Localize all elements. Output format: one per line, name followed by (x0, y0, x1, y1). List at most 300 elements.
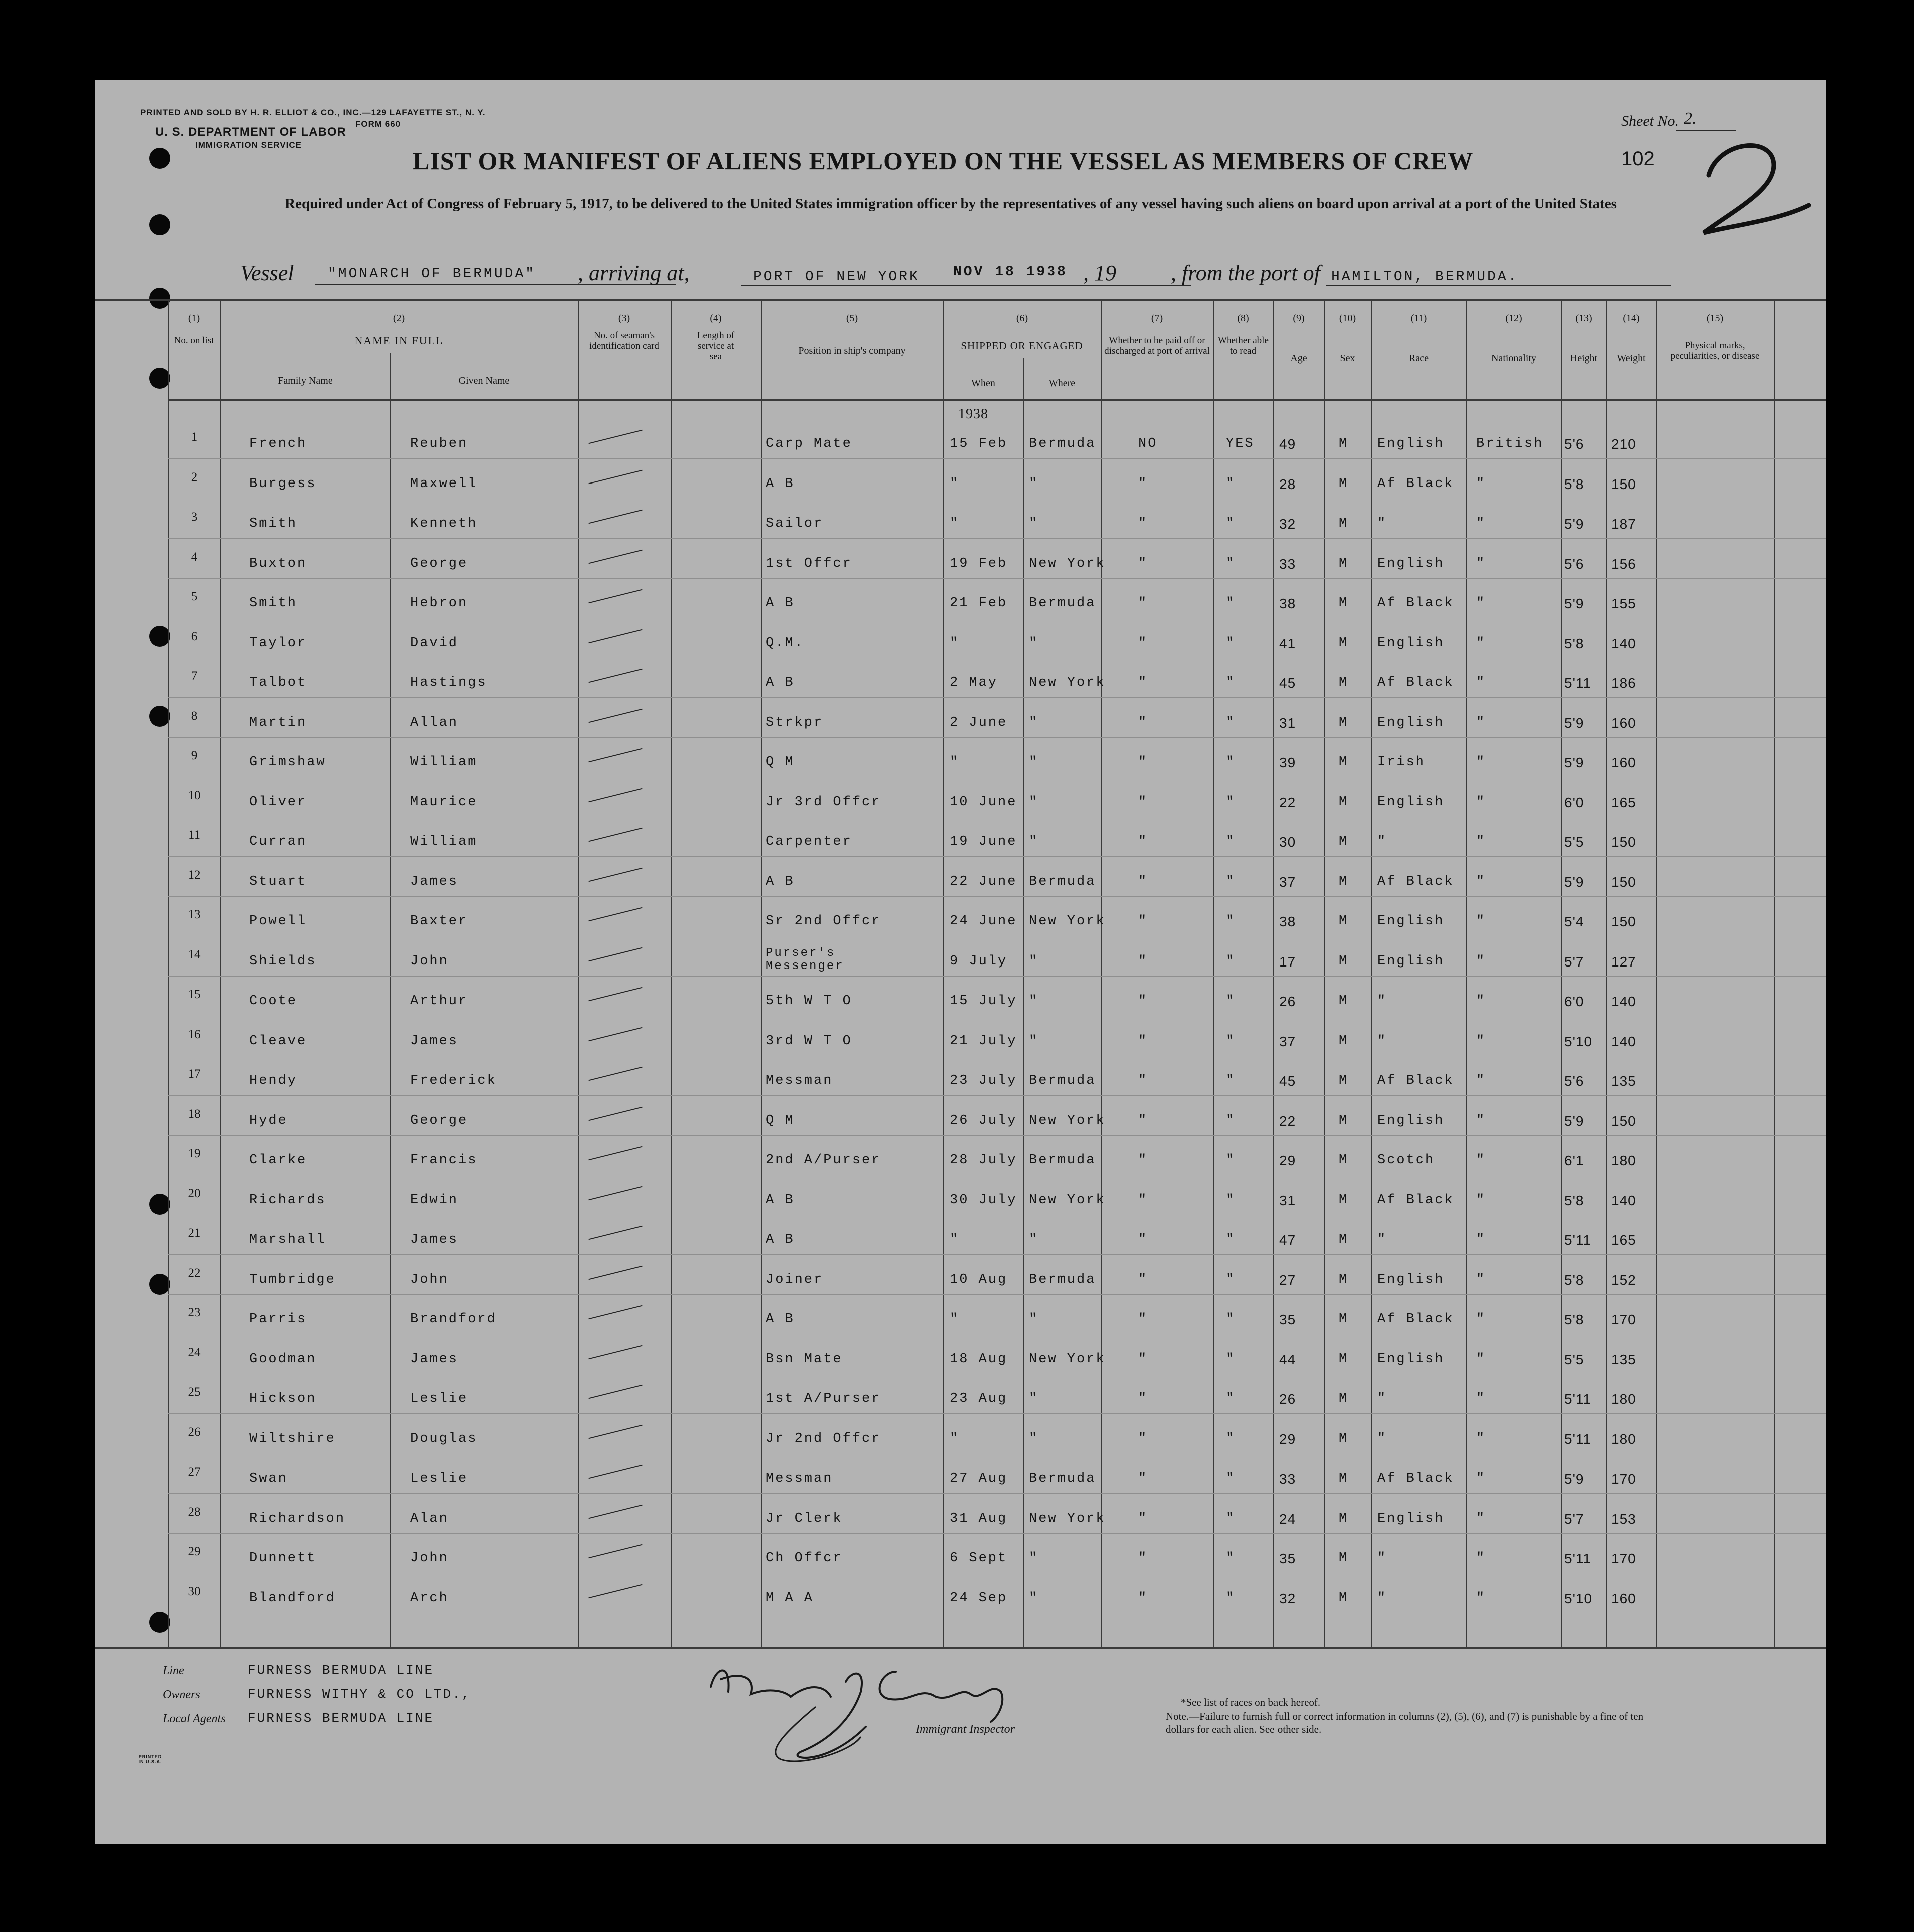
crew-position: M A A (766, 1590, 814, 1606)
crew-family: Tumbridge (249, 1272, 336, 1287)
crew-nationality: " (1476, 1153, 1486, 1168)
crew-family: Marshall (249, 1232, 326, 1247)
crew-height: 5'8 (1564, 1272, 1584, 1288)
crew-height: 5'5 (1564, 834, 1584, 850)
crew-no: 2 (191, 470, 198, 484)
col-11-header: Race (1409, 353, 1429, 364)
crew-race: " (1377, 1590, 1387, 1606)
crew-family: Powell (249, 914, 307, 929)
id-card-dash (588, 1265, 642, 1280)
crew-family: French (249, 436, 307, 451)
handwritten-sheet-mark (1689, 130, 1819, 260)
id-card-dash (588, 1027, 642, 1041)
col-5-number: (5) (846, 313, 858, 324)
crew-nationality: " (1476, 1312, 1486, 1327)
crew-nationality: " (1476, 1471, 1486, 1486)
id-card-dash (588, 510, 642, 524)
crew-given: George (410, 556, 468, 571)
crew-age: 26 (1279, 1391, 1296, 1407)
crew-no: 20 (188, 1186, 201, 1200)
crew-age: 49 (1279, 436, 1296, 452)
crew-race: Af Black (1377, 874, 1454, 889)
crew-position: Jr Clerk (766, 1511, 843, 1526)
crew-age: 38 (1279, 914, 1296, 929)
col-2-number: (2) (393, 313, 405, 324)
crew-paid-off: " (1138, 1590, 1148, 1606)
crew-where: New York (1029, 556, 1106, 571)
crew-nationality: " (1476, 1511, 1486, 1526)
crew-where: Bermuda (1029, 436, 1096, 451)
crew-position: Jr 2nd Offcr (766, 1431, 881, 1446)
crew-position: 1st Offcr (766, 556, 852, 571)
crew-weight: 140 (1611, 635, 1636, 651)
col-7-header: Whether to be paid off or discharged at port of arrival (1104, 335, 1210, 356)
crew-sex: M (1339, 1232, 1349, 1247)
crew-race: English (1377, 635, 1445, 651)
crew-when: 19 June (950, 834, 1017, 849)
crew-sex: M (1339, 834, 1349, 849)
crew-read: " (1226, 516, 1236, 531)
col-14-header: Weight (1617, 353, 1646, 364)
crew-paid-off: " (1138, 1511, 1148, 1526)
crew-no: 16 (188, 1027, 201, 1041)
crew-given: Leslie (410, 1471, 468, 1486)
crew-age: 38 (1279, 596, 1296, 611)
crew-position: Ch Offcr (766, 1551, 843, 1566)
crew-weight: 135 (1611, 1351, 1636, 1367)
crew-race: " (1377, 1551, 1387, 1566)
crew-weight: 155 (1611, 596, 1636, 611)
col-8-header: Whether able to read (1218, 335, 1269, 356)
crew-race: Af Black (1377, 1192, 1454, 1208)
crew-position: Q M (766, 755, 795, 770)
crew-sex: M (1339, 1391, 1349, 1406)
crew-height: 5'7 (1564, 1511, 1584, 1527)
form-subtitle: Required under Act of Congress of February 5, 1917, to be delivered to the United States immigration officer by the representatives of any vessel having such aliens on board upon arrival at a port of the United States (285, 196, 1617, 212)
crew-height: 5'9 (1564, 596, 1584, 611)
crew-nationality: " (1476, 516, 1486, 531)
crew-height: 5'4 (1564, 914, 1584, 929)
id-card-dash (588, 867, 642, 882)
owners-value: FURNESS WITHY & CO LTD., (248, 1687, 471, 1702)
crew-read: " (1226, 1073, 1236, 1088)
crew-given: Maxwell (410, 476, 478, 492)
crew-given: Arthur (410, 994, 468, 1009)
from-port-label: , from the port of (1171, 261, 1320, 285)
crew-paid-off: " (1138, 1192, 1148, 1208)
crew-sex: M (1339, 596, 1349, 611)
crew-height: 6'1 (1564, 1153, 1584, 1168)
id-card-dash (588, 987, 642, 1002)
col-1-number: (1) (188, 313, 200, 324)
crew-race: Af Black (1377, 1471, 1454, 1486)
crew-nationality: " (1476, 596, 1486, 611)
crew-read: YES (1226, 436, 1255, 451)
col-9-number: (9) (1293, 313, 1305, 324)
crew-paid-off: " (1138, 1073, 1148, 1088)
crew-weight: 210 (1611, 436, 1636, 452)
crew-weight: 140 (1611, 1192, 1636, 1208)
crew-given: John (410, 1551, 449, 1566)
crew-paid-off: " (1138, 516, 1148, 531)
crew-family: Coote (249, 994, 298, 1009)
crew-nationality: " (1476, 874, 1486, 889)
crew-read: " (1226, 1511, 1236, 1526)
crew-weight: 152 (1611, 1272, 1636, 1288)
crew-height: 5'11 (1564, 675, 1591, 691)
crew-sex: M (1339, 1153, 1349, 1168)
crew-age: 39 (1279, 755, 1296, 770)
crew-position: Carp Mate (766, 436, 852, 451)
crew-paid-off: " (1138, 874, 1148, 889)
id-card-dash (588, 748, 642, 763)
crew-no: 18 (188, 1107, 201, 1121)
crew-race: English (1377, 953, 1445, 969)
crew-read: " (1226, 794, 1236, 810)
crew-when: 2 June (950, 715, 1008, 730)
crew-position: Sailor (766, 516, 824, 531)
crew-height: 5'8 (1564, 635, 1584, 651)
crew-paid-off: " (1138, 1232, 1148, 1247)
crew-age: 31 (1279, 1192, 1296, 1208)
crew-read: " (1226, 755, 1236, 770)
col-2-family-header: Family Name (278, 375, 333, 386)
crew-position: A B (766, 596, 795, 611)
service-name: IMMIGRATION SERVICE (195, 140, 302, 150)
crew-age: 45 (1279, 675, 1296, 691)
crew-paid-off: " (1138, 1033, 1148, 1049)
inspector-label: Immigrant Inspector (916, 1723, 1015, 1736)
crew-read: " (1226, 1192, 1236, 1208)
arrival-date: NOV 18 1938 (953, 264, 1068, 280)
crew-position: Strkpr (766, 715, 824, 730)
crew-no: 26 (188, 1425, 201, 1439)
crew-height: 5'8 (1564, 476, 1584, 492)
crew-position: A B (766, 476, 795, 492)
crew-where: Bermuda (1029, 874, 1096, 889)
crew-paid-off: " (1138, 715, 1148, 730)
crew-paid-off: " (1138, 635, 1148, 651)
crew-when: " (950, 1232, 960, 1247)
crew-paid-off: " (1138, 1391, 1148, 1406)
crew-no: 4 (191, 550, 198, 564)
crew-position: 5th W T O (766, 994, 852, 1009)
crew-sex: M (1339, 755, 1349, 770)
crew-paid-off: " (1138, 1272, 1148, 1287)
crew-when: " (950, 476, 960, 492)
crew-where: " (1029, 476, 1039, 492)
crew-read: " (1226, 476, 1236, 492)
crew-read: " (1226, 1113, 1236, 1128)
crew-race: English (1377, 1272, 1445, 1287)
crew-age: 24 (1279, 1511, 1296, 1527)
crew-no: 7 (191, 669, 198, 683)
crew-nationality: " (1476, 476, 1486, 492)
crew-age: 37 (1279, 1033, 1296, 1049)
crew-age: 29 (1279, 1431, 1296, 1447)
id-card-dash (588, 1385, 642, 1399)
crew-sex: M (1339, 794, 1349, 810)
punch-hole (149, 148, 170, 169)
id-card-dash (588, 1424, 642, 1439)
penalty-note: Note.—Failure to furnish full or correct information in columns (2), (5), (6), and (7) is punishable by a fine of ten dollars for each alien. See other side. (1166, 1710, 1644, 1735)
row-rule (168, 896, 1826, 897)
page-number: 102 (1621, 148, 1655, 170)
crew-nationality: " (1476, 715, 1486, 730)
crew-position: Messman (766, 1471, 833, 1486)
crew-race: " (1377, 834, 1387, 849)
crew-nationality: " (1476, 1590, 1486, 1606)
crew-paid-off: " (1138, 755, 1148, 770)
departure-port: HAMILTON, BERMUDA. (1331, 269, 1519, 285)
crew-weight: 186 (1611, 675, 1636, 691)
crew-family: Swan (249, 1471, 288, 1486)
crew-paid-off: " (1138, 834, 1148, 849)
crew-read: " (1226, 1153, 1236, 1168)
crew-nationality: " (1476, 834, 1486, 849)
crew-height: 5'9 (1564, 1113, 1584, 1129)
col-10-header: Sex (1340, 353, 1355, 364)
crew-position: Bsn Mate (766, 1351, 843, 1367)
punch-hole (149, 368, 170, 389)
crew-paid-off: " (1138, 675, 1148, 690)
crew-weight: 170 (1611, 1312, 1636, 1327)
crew-race: English (1377, 1511, 1445, 1526)
crew-where: " (1029, 834, 1039, 849)
crew-where: " (1029, 1312, 1039, 1327)
crew-weight: 127 (1611, 953, 1636, 970)
crew-position: A B (766, 874, 795, 889)
crew-no: 8 (191, 709, 198, 723)
crew-no: 24 (188, 1345, 201, 1359)
crew-family: Hyde (249, 1113, 288, 1128)
crew-given: James (410, 1033, 459, 1049)
crew-given: Arch (410, 1590, 449, 1606)
crew-when: 6 Sept (950, 1551, 1008, 1566)
crew-race: English (1377, 1351, 1445, 1367)
crew-sex: M (1339, 715, 1349, 730)
crew-nationality: " (1476, 914, 1486, 929)
row-rule (168, 976, 1826, 977)
id-card-dash (588, 788, 642, 802)
col-15-number: (15) (1706, 313, 1724, 324)
agents-value: FURNESS BERMUDA LINE (248, 1711, 434, 1726)
crew-no: 21 (188, 1226, 201, 1240)
crew-where: " (1029, 1391, 1039, 1406)
form-title: LIST OR MANIFEST OF ALIENS EMPLOYED ON THE VESSEL AS MEMBERS OF CREW (413, 147, 1474, 175)
id-card-dash (588, 1146, 642, 1161)
crew-nationality: " (1476, 1232, 1486, 1247)
crew-weight: 165 (1611, 1232, 1636, 1248)
crew-weight: 140 (1611, 1033, 1636, 1049)
crew-where: New York (1029, 675, 1106, 690)
crew-family: Richards (249, 1192, 326, 1208)
crew-where: New York (1029, 1192, 1106, 1208)
crew-where: " (1029, 516, 1039, 531)
punch-hole (149, 1194, 170, 1215)
crew-given: Brandford (410, 1312, 497, 1327)
crew-read: " (1226, 596, 1236, 611)
crew-race: English (1377, 715, 1445, 730)
crew-paid-off: " (1138, 1551, 1148, 1566)
crew-height: 5'7 (1564, 953, 1584, 970)
crew-position: Purser's Messenger (766, 946, 844, 973)
row-rule (168, 1533, 1826, 1534)
crew-when: 15 July (950, 994, 1017, 1009)
crew-when: 19 Feb (950, 556, 1008, 571)
crew-read: " (1226, 834, 1236, 849)
arrival-port: PORT OF NEW YORK (753, 269, 920, 285)
id-card-dash (588, 469, 642, 484)
id-card-dash (588, 907, 642, 922)
crew-age: 32 (1279, 516, 1296, 532)
crew-sex: M (1339, 1073, 1349, 1088)
row-rule (168, 538, 1826, 539)
id-card-dash (588, 1544, 642, 1559)
crew-weight: 150 (1611, 834, 1636, 850)
row-rule (168, 1493, 1826, 1494)
crew-family: Curran (249, 834, 307, 849)
crew-height: 6'0 (1564, 794, 1584, 810)
crew-height: 5'11 (1564, 1551, 1591, 1566)
crew-read: " (1226, 1551, 1236, 1566)
punch-hole (149, 288, 170, 309)
crew-paid-off: " (1138, 953, 1148, 969)
crew-height: 5'6 (1564, 436, 1584, 452)
crew-read: " (1226, 1232, 1236, 1247)
crew-age: 29 (1279, 1153, 1296, 1168)
crew-sex: M (1339, 1351, 1349, 1367)
crew-when: 30 July (950, 1192, 1017, 1208)
crew-weight: 156 (1611, 556, 1636, 572)
crew-race: Af Black (1377, 1312, 1454, 1327)
year-row: 1938 (958, 406, 988, 422)
col-12-number: (12) (1505, 313, 1522, 324)
crew-weight: 160 (1611, 1590, 1636, 1606)
sheet-number: 2. (1684, 109, 1697, 128)
col-15-header: Physical marks, peculiarities, or disease (1670, 340, 1760, 361)
crew-race: " (1377, 1033, 1387, 1049)
id-card-dash (588, 430, 642, 444)
crew-age: 30 (1279, 834, 1296, 850)
crew-read: " (1226, 874, 1236, 889)
crew-weight: 160 (1611, 715, 1636, 731)
crew-no: 1 (191, 430, 198, 444)
col-4-number: (4) (710, 313, 722, 324)
crew-read: " (1226, 1033, 1236, 1049)
crew-position: A B (766, 1232, 795, 1247)
crew-sex: M (1339, 1590, 1349, 1606)
crew-sex: M (1339, 1272, 1349, 1287)
crew-paid-off: " (1138, 994, 1148, 1009)
row-rule (168, 578, 1826, 579)
crew-no: 5 (191, 590, 198, 603)
crew-no: 10 (188, 788, 201, 802)
crew-given: Edwin (410, 1192, 459, 1208)
crew-family: Clarke (249, 1153, 307, 1168)
vessel-label: Vessel (240, 261, 294, 285)
crew-sex: M (1339, 1511, 1349, 1526)
crew-height: 5'9 (1564, 755, 1584, 770)
agents-label: Local Agents (163, 1712, 226, 1725)
crew-no: 22 (188, 1266, 201, 1280)
vessel-name: "MONARCH OF BERMUDA" (328, 266, 536, 282)
crew-family: Goodman (249, 1351, 317, 1367)
crew-given: Alan (410, 1511, 449, 1526)
crew-family: Smith (249, 516, 298, 531)
crew-position: Carpenter (766, 834, 852, 849)
line-label: Line (163, 1664, 184, 1677)
crew-where: New York (1029, 1113, 1106, 1128)
crew-where: " (1029, 1590, 1039, 1606)
crew-position: Messman (766, 1073, 833, 1088)
crew-race: " (1377, 1431, 1387, 1446)
sheet-label: Sheet No. (1621, 113, 1679, 129)
crew-paid-off: " (1138, 596, 1148, 611)
crew-nationality: " (1476, 1033, 1486, 1049)
col-7-number: (7) (1151, 313, 1163, 324)
row-rule (168, 856, 1826, 857)
crew-where: Bermuda (1029, 1073, 1096, 1088)
crew-given: George (410, 1113, 468, 1128)
crew-when: 22 June (950, 874, 1017, 889)
crew-age: 28 (1279, 476, 1296, 492)
col-5-header: Position in ship's company (798, 345, 906, 356)
col-10-number: (10) (1339, 313, 1356, 324)
col-6-number: (6) (1016, 313, 1028, 324)
col-2-header: NAME IN FULL (354, 334, 444, 347)
crew-sex: M (1339, 675, 1349, 690)
crew-sex: M (1339, 1431, 1349, 1446)
crew-when: " (950, 755, 960, 770)
crew-race: " (1377, 516, 1387, 531)
crew-age: 44 (1279, 1351, 1296, 1367)
crew-age: 35 (1279, 1551, 1296, 1566)
punch-hole (149, 626, 170, 647)
owners-label: Owners (163, 1688, 200, 1701)
crew-height: 5'10 (1564, 1590, 1593, 1606)
crew-nationality: " (1476, 755, 1486, 770)
crew-weight: 140 (1611, 994, 1636, 1009)
crew-where: Bermuda (1029, 1153, 1096, 1168)
crew-race: Af Black (1377, 675, 1454, 690)
crew-weight: 165 (1611, 794, 1636, 810)
crew-sex: M (1339, 1192, 1349, 1208)
inspector-signature (701, 1652, 1041, 1782)
crew-age: 32 (1279, 1590, 1296, 1606)
crew-paid-off: " (1138, 1431, 1148, 1446)
crew-given: David (410, 635, 459, 651)
crew-paid-off: " (1138, 1113, 1148, 1128)
crew-no: 23 (188, 1306, 201, 1319)
crew-where: New York (1029, 1511, 1106, 1526)
crew-family: Cleave (249, 1033, 307, 1049)
crew-family: Smith (249, 596, 298, 611)
crew-given: John (410, 953, 449, 969)
crew-when: 2 May (950, 675, 998, 690)
crew-no: 13 (188, 908, 201, 921)
crew-family: Parris (249, 1312, 307, 1327)
crew-where: " (1029, 755, 1039, 770)
crew-family: Dunnett (249, 1551, 317, 1566)
crew-paid-off: " (1138, 1351, 1148, 1367)
crew-weight: 187 (1611, 516, 1636, 532)
form-number: FORM 660 (355, 119, 401, 129)
crew-family: Blandford (249, 1590, 336, 1606)
id-card-dash (588, 1465, 642, 1479)
id-card-dash (588, 629, 642, 643)
crew-nationality: " (1476, 1113, 1486, 1128)
